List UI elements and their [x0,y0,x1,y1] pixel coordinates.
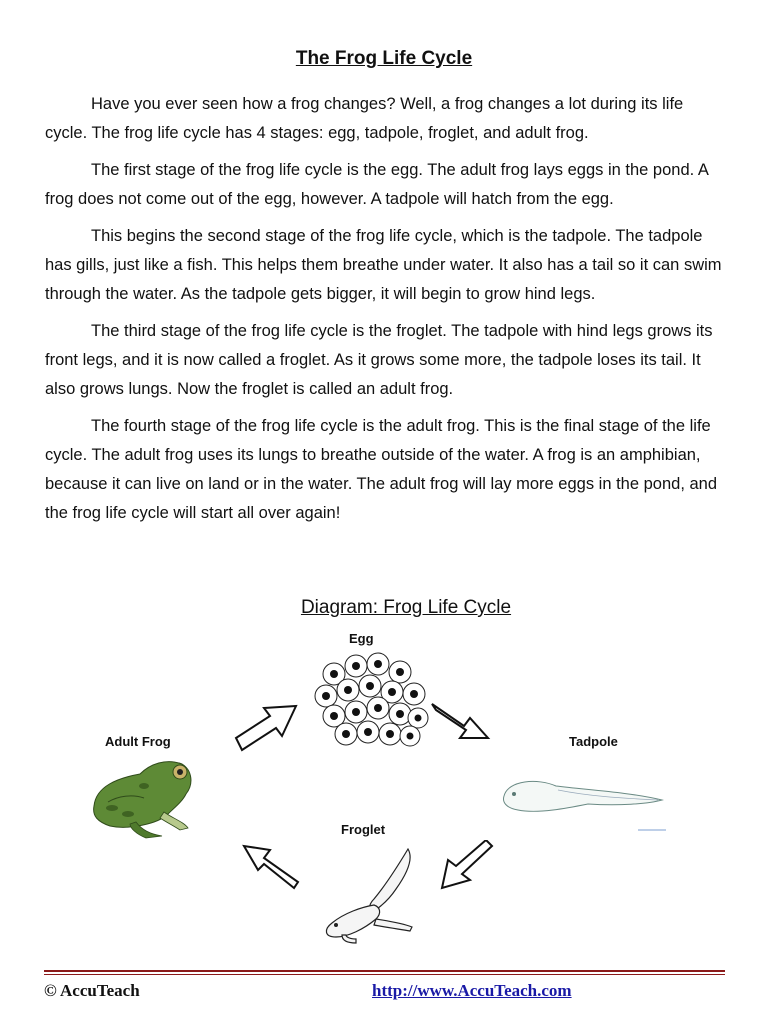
footer-divider-thin [44,974,725,975]
page-title: The Frog Life Cycle [295,48,473,69]
egg-cluster-image [312,650,432,750]
footer-website-link[interactable]: http://www.AccuTeach.com [372,981,572,1000]
paragraph-froglet: The third stage of the frog life cycle is the froglet. The tadpole with hind legs grows its front legs, and it is now called a froglet. As it grows some more, the tadpole loses its tail. It also grows lungs. Now the froglet is called an adult frog. [45,322,713,398]
tadpole-label: Tadpole [569,734,618,749]
arrow-to-froglet-icon [436,840,498,896]
adult-frog-label: Adult Frog [105,734,171,749]
tadpole-image [498,770,670,836]
paragraph-intro: Have you ever seen how a frog changes? Well, a frog changes a lot during its life cycle. The frog life cycle has 4 stages: egg, tadpole, froglet, and adult frog. [45,95,684,142]
paragraph-egg: The first stage of the frog life cycle is the egg. The adult frog lays eggs in the pond. A frog does not come out of the egg, however. A tadpole will hatch from the egg. [45,161,708,208]
paragraph-tadpole: This begins the second stage of the frog life cycle, which is the tadpole. The tadpole has gills, just like a fish. This helps them breathe under water. It also has a tail so it can swim through the water. As the tadpole gets bigger, it will begin to grow hind legs. [45,227,722,303]
footer-divider [44,970,725,972]
footer-copyright: © AccuTeach [44,981,140,1000]
arrow-to-tadpole-icon [428,690,494,744]
froglet-label: Froglet [341,822,386,837]
egg-label: Egg [349,631,374,646]
diagram-title: Diagram: Frog Life Cycle [300,597,512,618]
adult-frog-image [88,752,198,840]
body-text [45,90,725,536]
arrow-to-adult-frog-icon [238,842,300,896]
froglet-image [318,845,422,947]
arrow-to-egg-icon [230,698,302,754]
paragraph-adult-frog: The fourth stage of the frog life cycle is the adult frog. This is the final stage of the life cycle. The adult frog uses its lungs to breathe outside of the water. A frog is an amphibian, because it can live on land or in the water. The adult frog will lay more eggs in the pond, and the frog life cycle will start all over again! [45,417,718,522]
